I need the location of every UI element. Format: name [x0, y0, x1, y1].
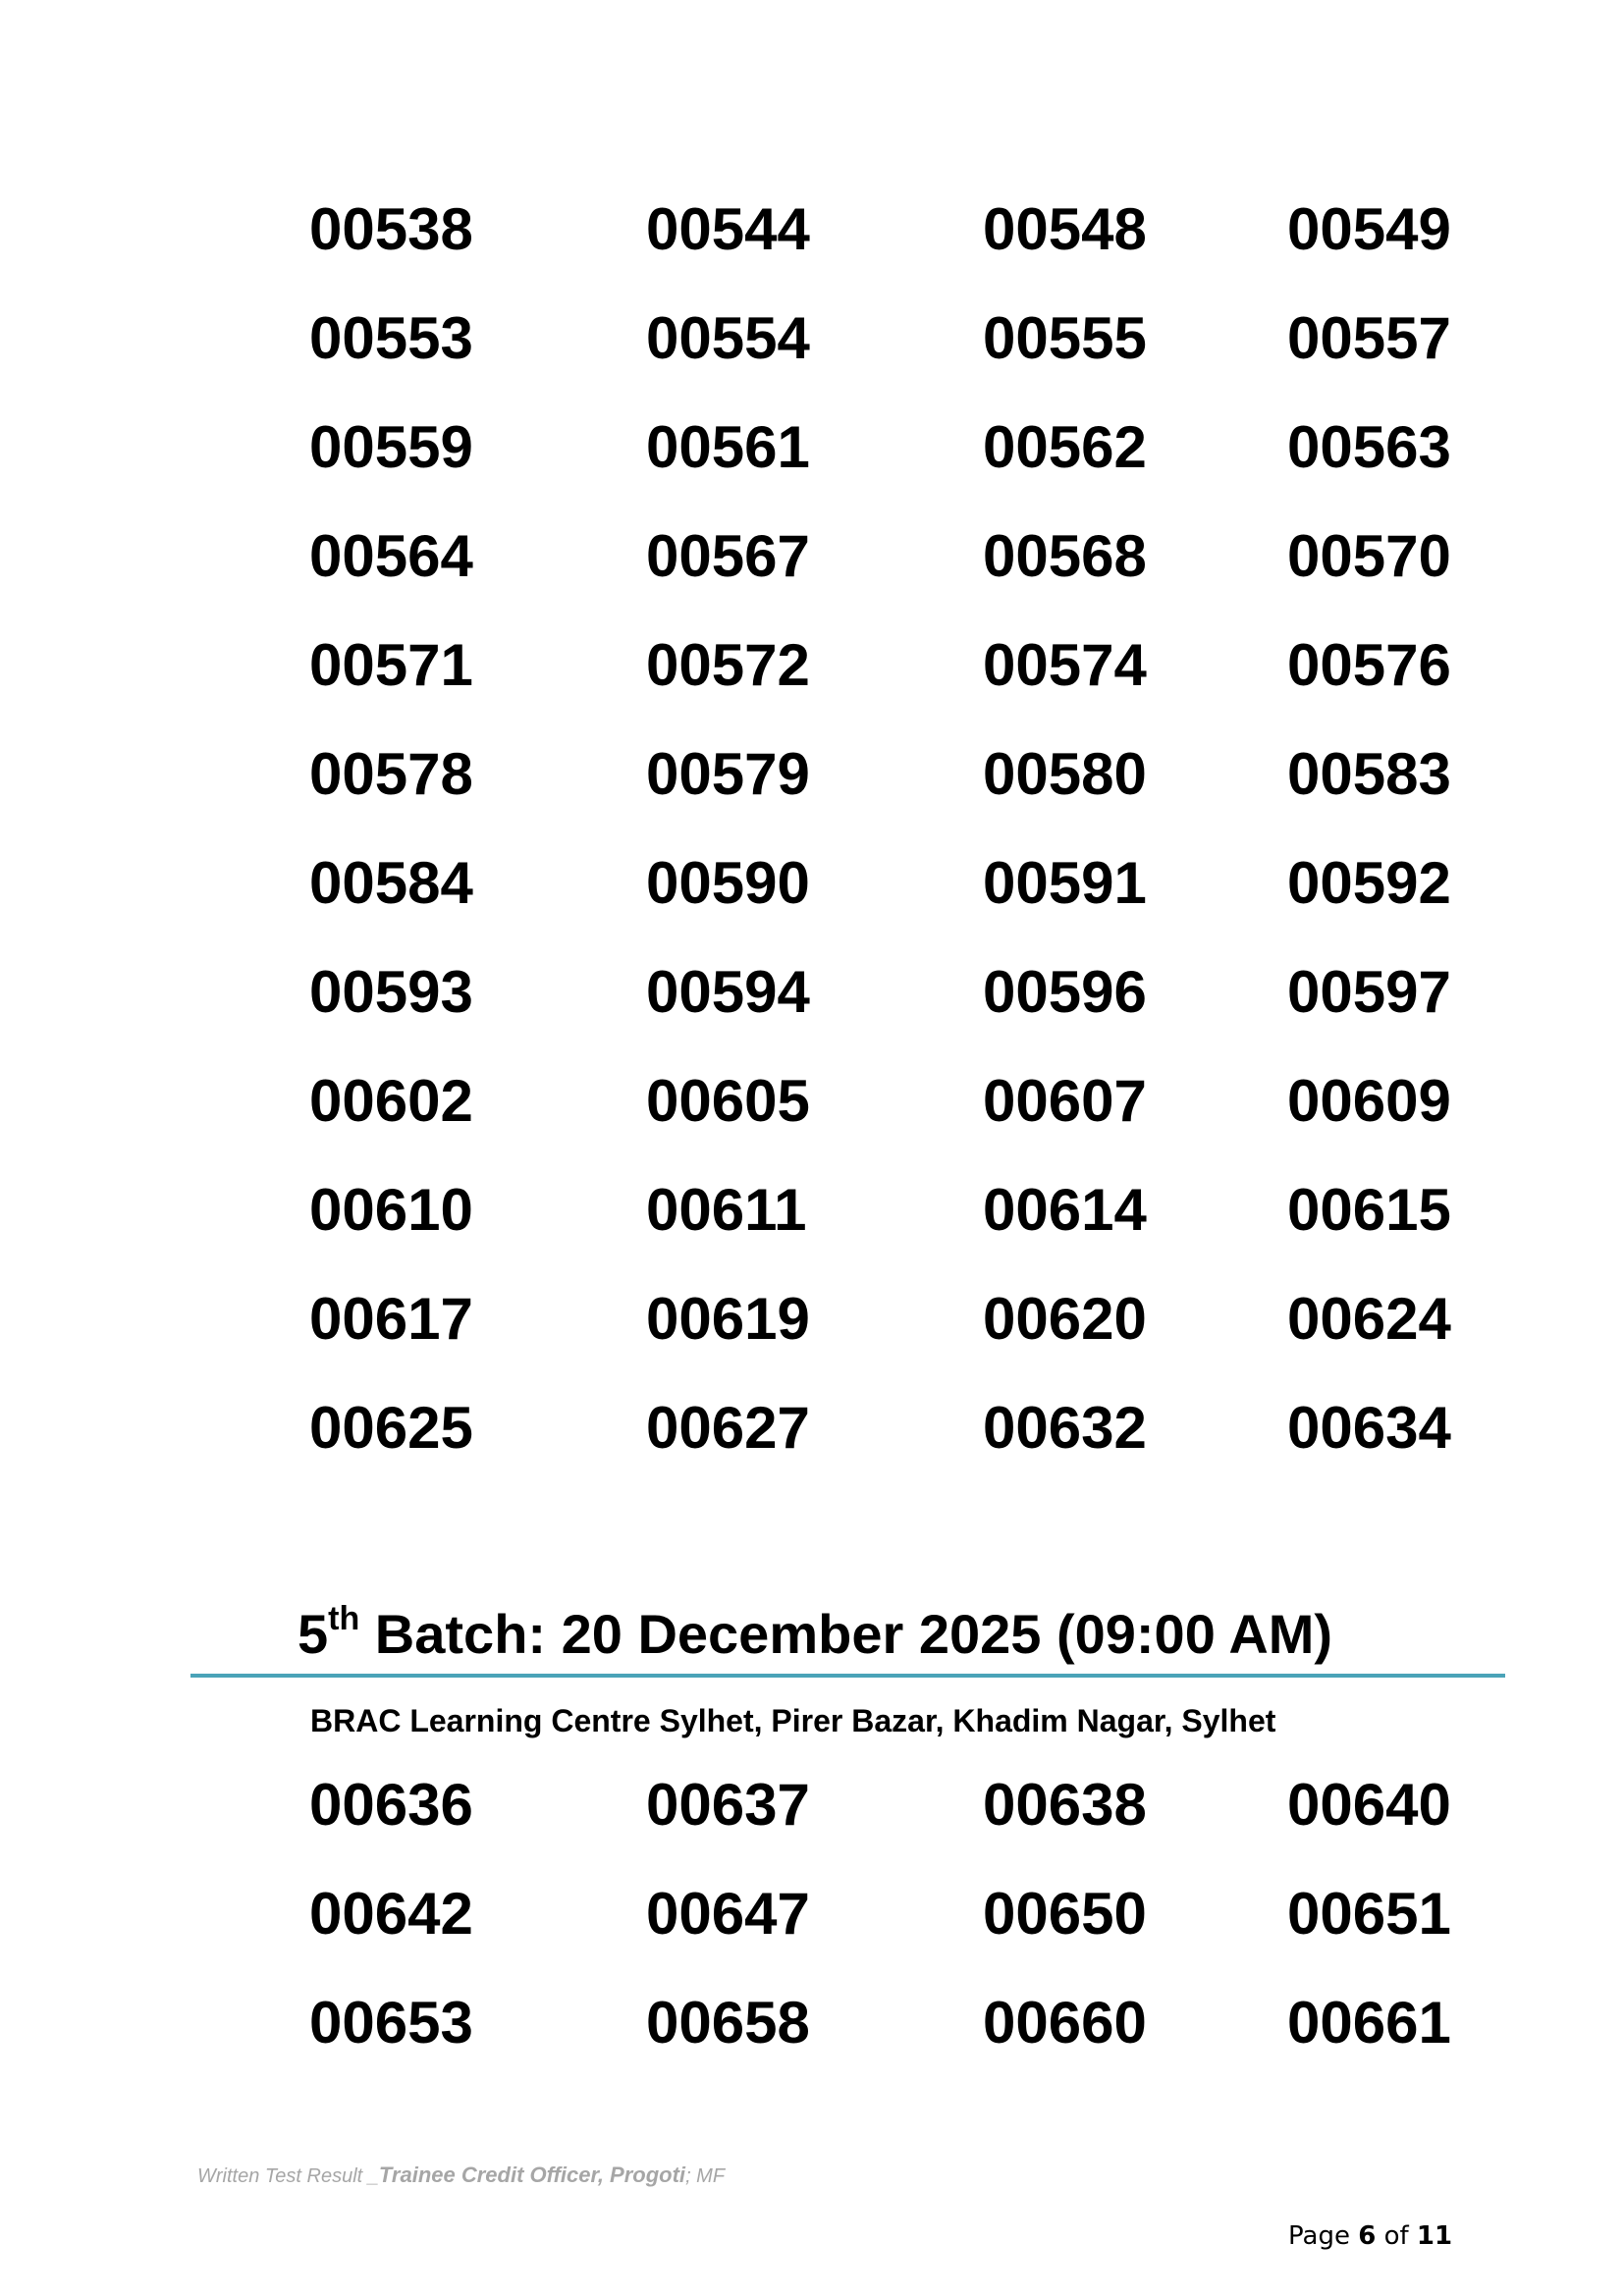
batch-ordinal-suffix: th: [328, 1600, 360, 1637]
roll-number: 00572: [646, 632, 810, 698]
roll-number: 00632: [983, 1395, 1147, 1461]
page-current: 6: [1358, 2221, 1377, 2251]
roll-number: 00597: [1287, 959, 1451, 1025]
roll-number: 00617: [309, 1286, 473, 1352]
roll-row: [0, 1394, 1624, 1503]
roll-number: 00548: [983, 196, 1147, 262]
roll-number: 00571: [309, 632, 473, 698]
roll-grid-bottom: [0, 1771, 1624, 2098]
roll-number: 00557: [1287, 305, 1451, 371]
roll-number: 00591: [983, 850, 1147, 916]
roll-number: 00637: [646, 1772, 810, 1838]
roll-number: 00555: [983, 305, 1147, 371]
roll-number: 00570: [1287, 523, 1451, 589]
roll-number: 00602: [309, 1068, 473, 1134]
roll-row: [0, 413, 1624, 522]
roll-row: [0, 631, 1624, 740]
roll-number: 00567: [646, 523, 810, 589]
roll-row: [0, 740, 1624, 849]
page-label: Page: [1288, 2221, 1359, 2251]
roll-number: 00620: [983, 1286, 1147, 1352]
batch-divider: [190, 1674, 1505, 1678]
batch-title: Batch: 20 December 2025 (09:00 AM): [359, 1603, 1333, 1665]
footer-document-title: [197, 2163, 725, 2189]
roll-number: 00610: [309, 1177, 473, 1243]
roll-number: 00611: [646, 1177, 807, 1243]
roll-number: 00625: [309, 1395, 473, 1461]
roll-row: [0, 1771, 1624, 1880]
roll-number: 00653: [309, 1990, 473, 2056]
batch-venue: BRAC Learning Centre Sylhet, Pirer Bazar, Khadim Nagar, Sylhet: [310, 1703, 1276, 1738]
roll-number: 00609: [1287, 1068, 1451, 1134]
roll-number: 00559: [309, 414, 473, 480]
roll-number: 00614: [983, 1177, 1147, 1243]
roll-number: 00568: [983, 523, 1147, 589]
page-number: [1288, 2220, 1452, 2252]
roll-number: 00564: [309, 523, 473, 589]
roll-number: 00647: [646, 1881, 810, 1947]
roll-number: 00642: [309, 1881, 473, 1947]
footer-title-main: Trainee Credit Officer, Progoti: [378, 2163, 686, 2187]
roll-row: [0, 1989, 1624, 2098]
roll-number: 00638: [983, 1772, 1147, 1838]
roll-number: 00574: [983, 632, 1147, 698]
batch-number: 5: [298, 1603, 329, 1665]
roll-number: 00607: [983, 1068, 1147, 1134]
roll-row: [0, 195, 1624, 304]
roll-number: 00579: [646, 741, 810, 807]
roll-number: 00583: [1287, 741, 1451, 807]
roll-number: 00660: [983, 1990, 1147, 2056]
roll-number: 00658: [646, 1990, 810, 2056]
roll-number: 00650: [983, 1881, 1147, 1947]
batch-heading: [298, 1600, 1332, 1669]
roll-row: [0, 958, 1624, 1067]
footer-title-suffix: ; MF: [685, 2165, 726, 2187]
footer-title-prefix: Written Test Result _: [197, 2165, 379, 2187]
roll-number: 00661: [1287, 1990, 1451, 2056]
roll-number: 00594: [646, 959, 810, 1025]
roll-row: [0, 1067, 1624, 1176]
roll-grid-top: [0, 195, 1624, 1503]
page-total: 11: [1416, 2221, 1453, 2251]
roll-number: 00605: [646, 1068, 810, 1134]
roll-number: 00584: [309, 850, 473, 916]
roll-number: 00576: [1287, 632, 1451, 698]
roll-number: 00561: [646, 414, 810, 480]
roll-number: 00580: [983, 741, 1147, 807]
roll-number: 00590: [646, 850, 810, 916]
roll-number: 00538: [309, 196, 473, 262]
roll-number: 00615: [1287, 1177, 1451, 1243]
roll-row: [0, 1285, 1624, 1394]
roll-number: 00624: [1287, 1286, 1451, 1352]
roll-number: 00596: [983, 959, 1147, 1025]
roll-row: [0, 1176, 1624, 1285]
roll-row: [0, 304, 1624, 413]
roll-number: 00562: [983, 414, 1147, 480]
roll-number: 00651: [1287, 1881, 1451, 1947]
roll-number: 00619: [646, 1286, 810, 1352]
roll-number: 00593: [309, 959, 473, 1025]
roll-number: 00634: [1287, 1395, 1451, 1461]
roll-number: 00592: [1287, 850, 1451, 916]
roll-row: [0, 849, 1624, 958]
roll-number: 00640: [1287, 1772, 1451, 1838]
roll-number: 00544: [646, 196, 810, 262]
roll-number: 00627: [646, 1395, 810, 1461]
page-of: of: [1376, 2221, 1417, 2251]
roll-number: 00636: [309, 1772, 473, 1838]
roll-number: 00563: [1287, 414, 1451, 480]
roll-number: 00554: [646, 305, 810, 371]
roll-number: 00553: [309, 305, 473, 371]
roll-row: [0, 522, 1624, 631]
roll-row: [0, 1880, 1624, 1989]
roll-number: 00549: [1287, 196, 1451, 262]
roll-number: 00578: [309, 741, 473, 807]
